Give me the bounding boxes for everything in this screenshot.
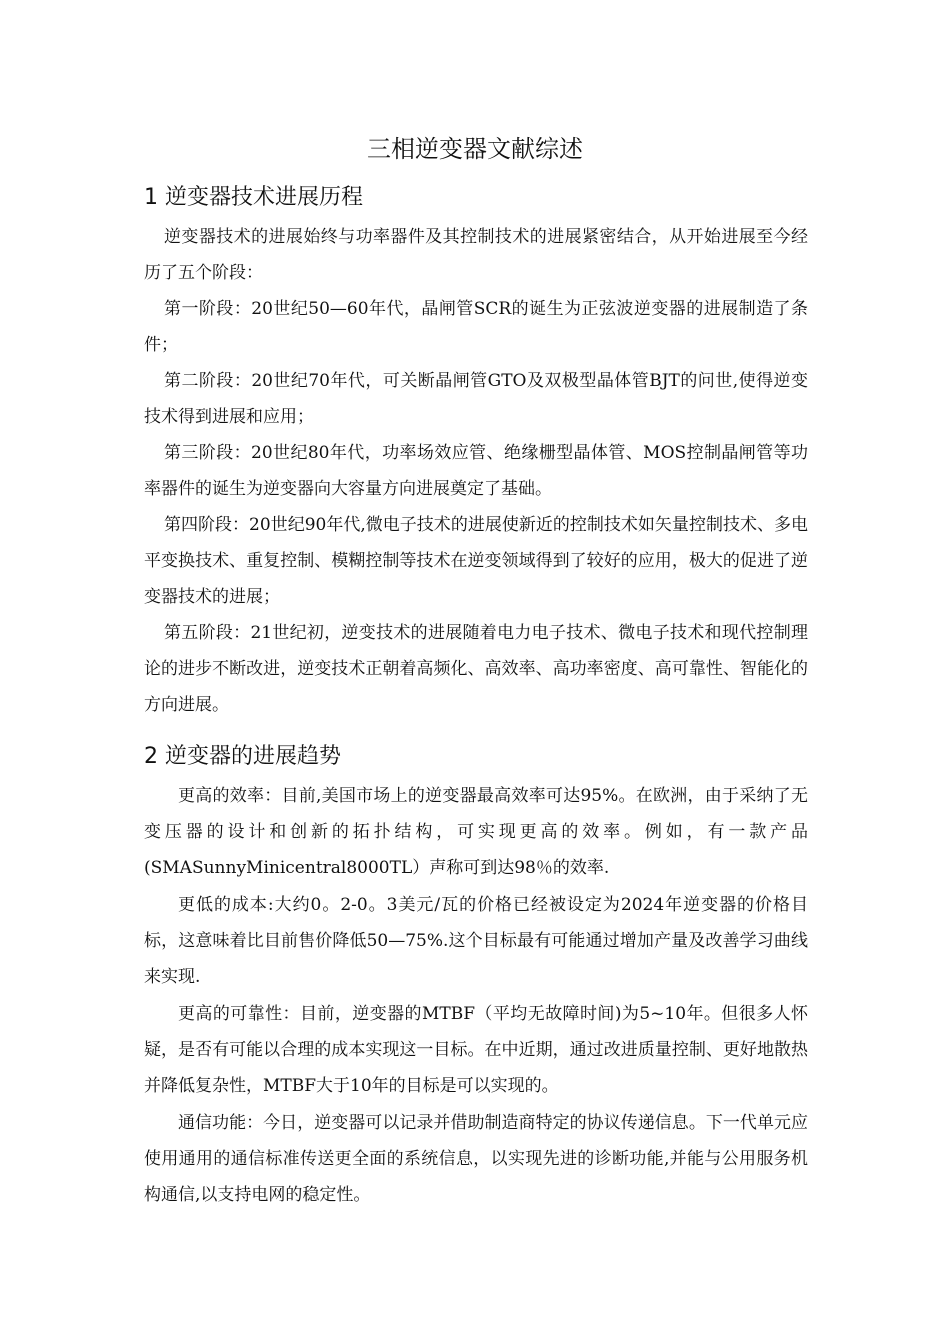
section-heading: 2 逆变器的进展趋势	[144, 744, 341, 769]
paragraph-reliability: 更高的可靠性：目前，逆变器的MTBF（平均无故障时间)为5~10年。但很多人怀疑，是否有可能以合理的成本实现这一目标。在中近期，通过改进质量控制、更好地散热并降低复杂性，MTBF大于10年的目标是可以实现的。	[144, 1004, 808, 1096]
paragraph-communication: 通信功能：今日，逆变器可以记录并借助制造商特定的协议传递信息。下一代单元应使用通用的通信标准传送更全面的系统信息，以实现先进的诊断功能,并能与公用服务机构通信,以支持电网的稳定性。	[144, 1113, 808, 1205]
paragraph-stage-1: 第一阶段：20世纪50—60年代，晶闸管SCR的诞生为正弦波逆变器的进展制造了条件；	[144, 299, 808, 355]
section-development-trends	[144, 742, 808, 1214]
paragraph-intro: 逆变器技术的进展始终与功率器件及其控制技术的进展紧密结合，从开始进展至今经历了五个阶段：	[144, 227, 808, 283]
paragraph-stage-4: 第四阶段：20世纪90年代,微电子技术的进展使新近的控制技术如矢量控制技术、多电平变换技术、重复控制、模糊控制等技术在逆变领域得到了较好的应用，极大的促进了逆变器技术的进展；	[144, 515, 808, 607]
section-development-history	[144, 183, 808, 723]
paragraph-efficiency: 更高的效率：目前,美国市场上的逆变器最高效率可达95%。在欧洲，由于采纳了无变压器的设计和创新的拓扑结构，可实现更高的效率。例如，有一款产品(SMASunnyMinicentral8000TL）声称可到达98％的效率.	[144, 786, 808, 878]
section-heading: 1 逆变器技术进展历程	[144, 185, 363, 210]
document-title: 三相逆变器文献综述	[367, 135, 583, 163]
paragraph-stage-3: 第三阶段：20世纪80年代，功率场效应管、绝缘栅型晶体管、MOS控制晶闸管等功率器件的诞生为逆变器向大容量方向进展奠定了基础。	[144, 443, 808, 499]
paragraph-stage-5: 第五阶段：21世纪初，逆变技术的进展随着电力电子技术、微电子技术和现代控制理论的进步不断改进，逆变技术正朝着高频化、高效率、高功率密度、高可靠性、智能化的方向进展。	[144, 623, 808, 715]
paragraph-cost: 更低的成本:大约0。2-0。3美元/瓦的价格已经被设定为2024年逆变器的价格目标，这意味着比目前售价降低50—75%.这个目标最有可能通过增加产量及改善学习曲线来实现.	[144, 895, 808, 987]
paragraph-stage-2: 第二阶段：20世纪70年代，可关断晶闸管GTO及双极型晶体管BJT的问世,使得逆变技术得到进展和应用；	[144, 371, 808, 427]
